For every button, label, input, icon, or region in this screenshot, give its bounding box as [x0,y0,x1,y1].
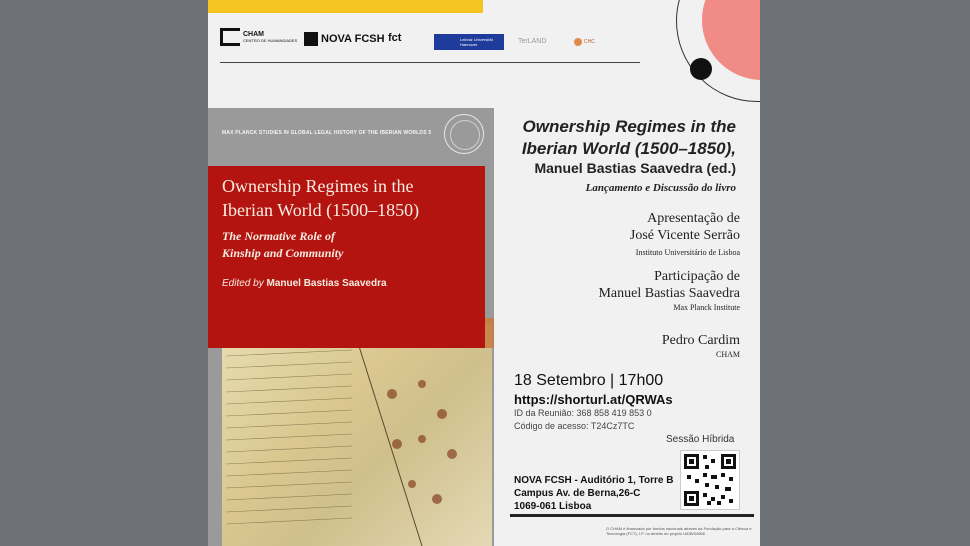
cham-logo [220,28,297,46]
event-date: 18 Setembro | 17h00 [514,372,664,389]
manuscript-image [222,324,492,546]
event-poster [208,0,760,546]
decorative-arc [676,0,760,102]
book-editor-prefix: Edited by [222,278,264,289]
presenter-label: Apresentação de [647,211,740,226]
presenter-name: José Vicente Serrão [629,228,740,243]
cham-mark-icon [220,28,240,46]
nova-mark-icon [304,32,318,46]
book-title [222,174,419,222]
participant-institution: Max Planck Institute [673,303,740,312]
venue-line2: Campus Av. de Berna,26-C [514,488,641,499]
funding-note: O CHAM é financiado por fundos nacionais através da Fundação para a Ciência e Tecnologia (FCT), I.P. no âmbito do projeto UIDB/04666 [606,526,752,536]
participant-name: Manuel Bastias Saavedra [598,286,740,301]
chc-text: CHC [584,39,595,45]
book-editor [222,278,387,289]
meeting-id: ID da Reunião: 368 858 419 853 0 [514,408,652,418]
terland-logo [518,38,546,45]
book-title-panel [208,166,485,348]
book-cover [208,108,494,546]
logo-divider [220,62,640,63]
event-title-line1: Ownership Regimes in the [522,117,736,136]
yellow-bar [208,0,483,13]
event-title [522,116,736,160]
discussant-name: Pedro Cardim [661,333,740,348]
book-subtitle [222,228,343,262]
qr-code-icon[interactable] [680,450,740,510]
terland-text: TerLAND [518,38,547,45]
presenter-block [630,210,740,258]
nova-text: NOVA FCSH [321,33,385,45]
meeting-link[interactable]: https://shorturl.at/QRWAs [514,392,673,407]
leibniz-logo [434,34,504,50]
access-code: Código de acesso: T24Cz7TC [514,421,635,431]
presenter-institution: Instituto Universitário de Lisboa [635,248,740,257]
participant-block [598,268,740,313]
event-author: Manuel Bastias Saavedra (ed.) [534,160,736,176]
fct-logo [388,32,401,44]
chc-logo [574,38,595,46]
book-subtitle-line1: The Normative Role of [222,229,335,243]
venue-line3: 1069-061 Lisboa [514,501,592,512]
book-editor-name: Manuel Bastias Saavedra [266,278,387,289]
venue-address [514,474,673,513]
book-subtitle-line2: Kinship and Community [222,246,344,260]
session-type: Sessão Híbrida [666,434,735,445]
discussant-block [662,332,740,360]
logo-strip [220,22,640,60]
nova-logo [304,32,385,46]
footer-divider [510,514,754,517]
fct-text: fct [388,32,402,44]
discussant-institution: CHAM [715,350,740,359]
leibniz-text: Leibniz Universität Hannover [460,37,493,47]
book-title-line2: Iberian World (1500–1850) [222,200,420,220]
venue-line1: NOVA FCSH - Auditório 1, Torre B [514,475,674,486]
book-series: MAX PLANCK STUDIES IN GLOBAL LEGAL HISTORY OF THE IBERIAN WORLDS 5 [222,130,432,136]
book-title-line1: Ownership Regimes in the [222,176,414,196]
black-dot [690,58,712,80]
event-title-line2: Iberian World (1500–1850), [521,139,736,158]
participant-label: Participação de [654,269,740,284]
max-planck-seal-icon [444,114,484,154]
event-launch: Lançamento e Discussão do livro [585,182,736,194]
chc-mark-icon [574,38,582,46]
cham-subtext: CENTRO DE HUMANIDADES [243,38,298,43]
cham-text: CHAM [243,31,264,38]
